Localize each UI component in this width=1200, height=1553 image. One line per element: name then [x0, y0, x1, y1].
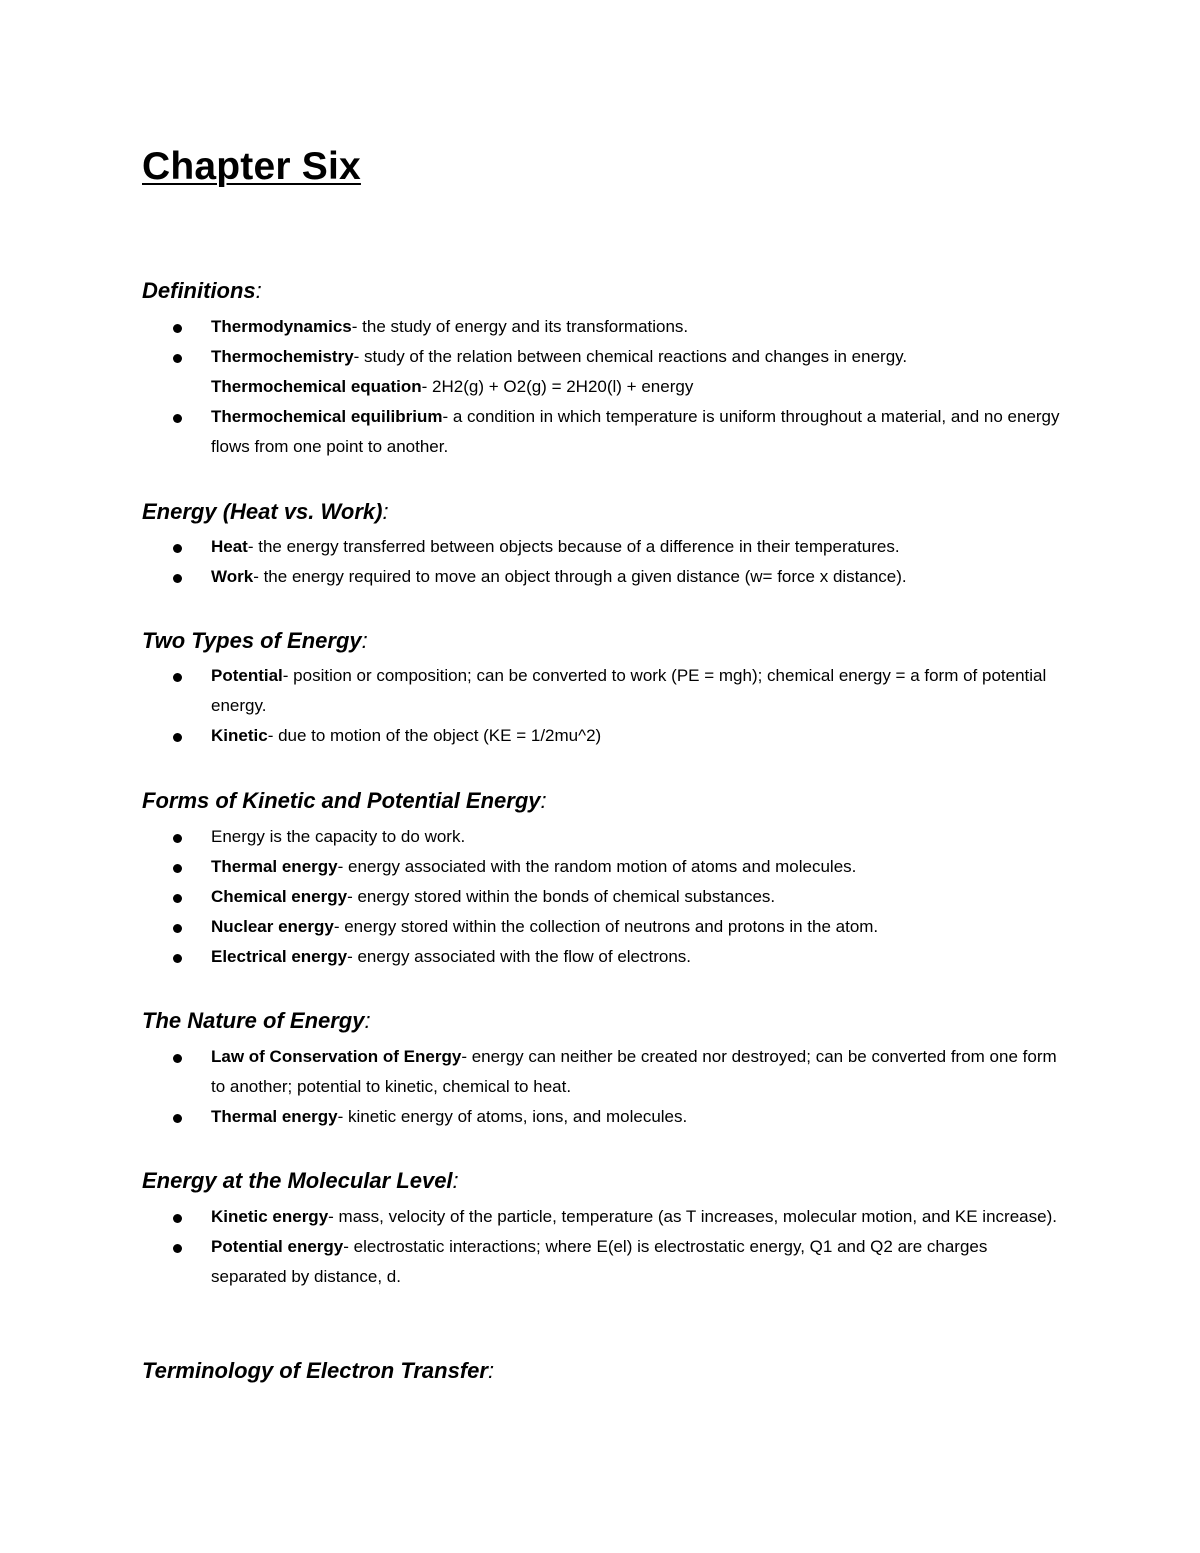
bullet-icon	[173, 574, 182, 583]
item-term: Thermal energy	[211, 1107, 338, 1126]
heading-text: The Nature of Energy	[142, 1008, 365, 1033]
molecular-list	[142, 1202, 1062, 1292]
definitions-list	[142, 312, 1062, 462]
item-term: Chemical energy	[211, 887, 348, 906]
list-item	[142, 912, 1062, 942]
list-item	[142, 852, 1062, 882]
item-text: - the study of energy and its transformations.	[351, 317, 689, 336]
bullet-icon	[173, 1054, 182, 1063]
list-item	[142, 532, 1062, 562]
list-item	[142, 342, 1062, 372]
item-term: Electrical energy	[211, 947, 348, 966]
list-item	[142, 822, 1062, 852]
section-heading-forms-of-energy: Forms of Kinetic and Potential Energy:	[142, 788, 547, 813]
item-text: - electrostatic interactions; where E(el) is electrostatic energy, Q1 and Q2 are charges separated by distance, d.	[211, 1237, 988, 1286]
list-item	[142, 721, 1062, 751]
item-text: - study of the relation between chemical reactions and changes in energy.	[353, 347, 908, 366]
heading-text: Energy at the Molecular Level	[142, 1168, 453, 1193]
item-term: Thermal energy	[211, 857, 338, 876]
heading-text: Forms of Kinetic and Potential Energy	[142, 788, 541, 813]
bullet-icon	[173, 1114, 182, 1123]
bullet-icon	[173, 1244, 182, 1253]
heading-text: Two Types of Energy	[142, 628, 362, 653]
bullet-icon	[173, 414, 182, 423]
bullet-icon	[173, 733, 182, 742]
bullet-icon	[173, 954, 182, 963]
item-text: - energy stored within the bonds of chemical substances.	[347, 887, 776, 906]
list-item	[142, 562, 1062, 592]
list-item	[142, 402, 1062, 462]
list-item	[142, 1102, 1062, 1132]
item-term: Kinetic	[211, 726, 268, 745]
heading-text: Energy (Heat vs. Work)	[142, 499, 383, 524]
item-text: - kinetic energy of atoms, ions, and molecules.	[337, 1107, 688, 1126]
list-item	[142, 661, 1062, 721]
item-text: Energy is the capacity to do work.	[211, 827, 466, 846]
list-item	[142, 882, 1062, 912]
list-item	[142, 1042, 1062, 1102]
item-text: - due to motion of the object (KE = 1/2mu^2)	[267, 726, 602, 745]
section-heading-electron-transfer: Terminology of Electron Transfer:	[142, 1358, 495, 1383]
item-term: Kinetic energy	[211, 1207, 329, 1226]
item-text: - position or composition; can be converted to work (PE = mgh); chemical energy = a form of potential energy.	[211, 666, 1047, 715]
item-term: Nuclear energy	[211, 917, 334, 936]
item-term: Potential	[211, 666, 283, 685]
bullet-icon	[173, 1214, 182, 1223]
bullet-icon	[173, 673, 182, 682]
item-term: Heat	[211, 537, 248, 556]
section-heading-molecular-level: Energy at the Molecular Level:	[142, 1168, 459, 1193]
item-text: - 2H2(g) + O2(g) = 2H20(l) + energy	[421, 377, 694, 396]
item-text: - the energy transferred between objects because of a difference in their temperatures.	[247, 537, 900, 556]
bullet-icon	[173, 544, 182, 553]
heading-text: Terminology of Electron Transfer	[142, 1358, 488, 1383]
item-text: - energy stored within the collection of neutrons and protons in the atom.	[333, 917, 879, 936]
item-text: - energy associated with the random motion of atoms and molecules.	[337, 857, 857, 876]
heading-text: Definitions	[142, 278, 256, 303]
section-heading-two-types-of-energy: Two Types of Energy:	[142, 628, 368, 653]
bullet-icon	[173, 894, 182, 903]
bullet-icon	[173, 864, 182, 873]
bullet-icon	[173, 924, 182, 933]
list-item	[142, 312, 1062, 342]
item-term: Thermochemical equilibrium	[211, 407, 443, 426]
item-text: - energy can neither be created nor destroyed; can be converted from one form to another; potential to kinetic, chemical to heat.	[211, 1047, 1057, 1096]
forms-list	[142, 822, 1062, 972]
nature-list	[142, 1042, 1062, 1132]
item-term: Work	[211, 567, 254, 586]
item-term: Thermochemistry	[211, 347, 354, 366]
list-item-continuation	[142, 372, 1062, 402]
item-text: - energy associated with the flow of electrons.	[347, 947, 692, 966]
list-item	[142, 1232, 1062, 1292]
item-text: - a condition in which temperature is uniform throughout a material, and no energy flows from one point to another.	[211, 407, 1060, 456]
page-title: Chapter Six	[142, 145, 361, 188]
item-term: Law of Conservation of Energy	[211, 1047, 462, 1066]
item-term: Potential energy	[211, 1237, 344, 1256]
section-heading-nature-of-energy: The Nature of Energy:	[142, 1008, 371, 1033]
item-text: - the energy required to move an object through a given distance (w= force x distance).	[253, 567, 907, 586]
item-term: Thermodynamics	[211, 317, 352, 336]
section-heading-energy-heat-vs-work: Energy (Heat vs. Work):	[142, 499, 389, 524]
list-item	[142, 942, 1062, 972]
bullet-icon	[173, 324, 182, 333]
bullet-icon	[173, 834, 182, 843]
energy-list	[142, 532, 1062, 592]
bullet-icon	[173, 354, 182, 363]
section-heading-definitions: Definitions:	[142, 278, 262, 303]
item-text: - mass, velocity of the particle, temperature (as T increases, molecular motion, and KE increase).	[328, 1207, 1057, 1226]
item-term: Thermochemical equation	[211, 377, 422, 396]
list-item	[142, 1202, 1062, 1232]
energy-types-list	[142, 661, 1062, 751]
